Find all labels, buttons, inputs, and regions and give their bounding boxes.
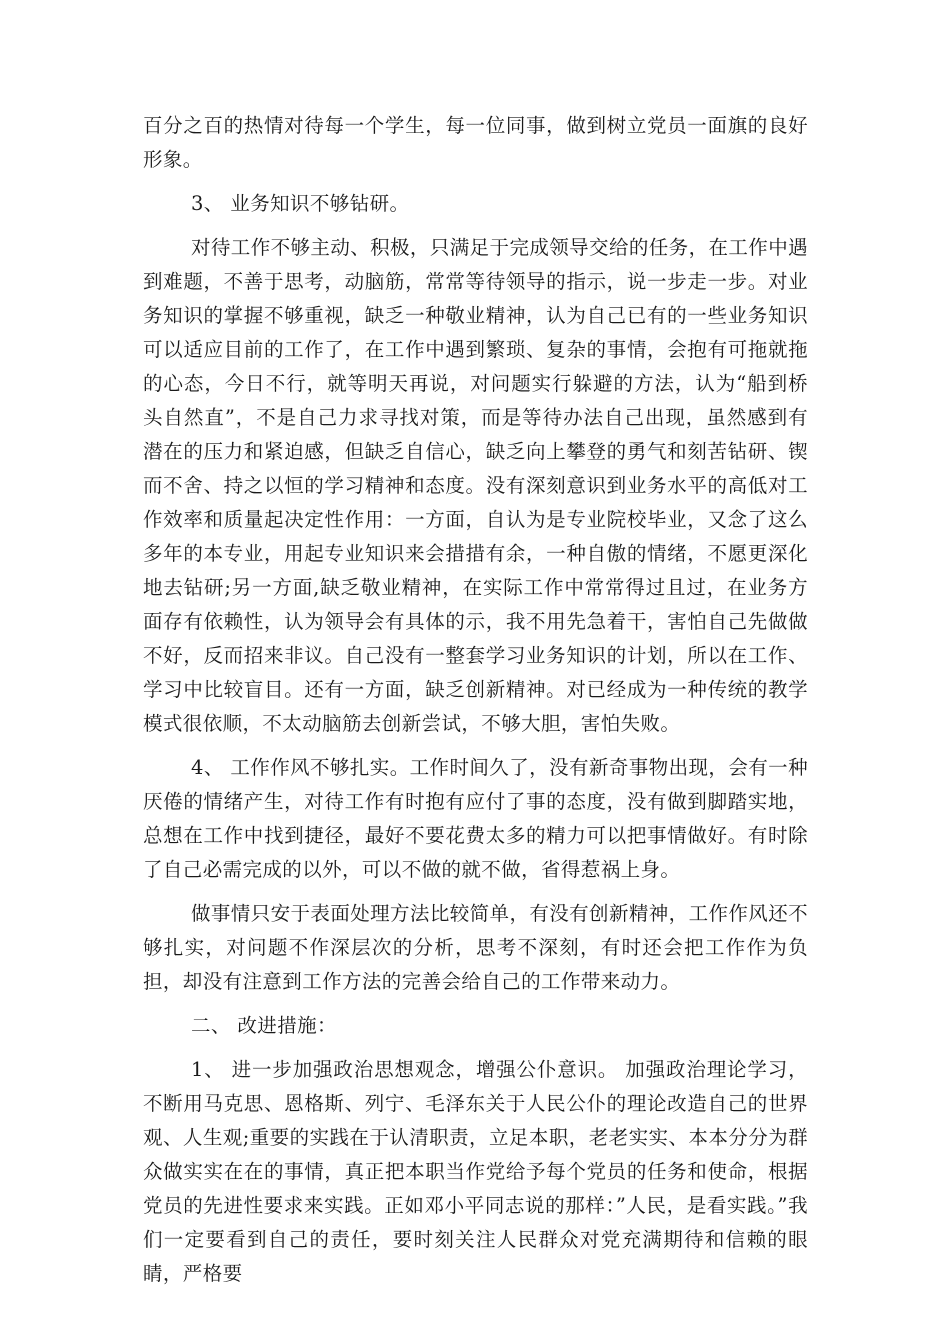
paragraph-3: 4、 工作作风不够扎实。工作时间久了，没有新奇事物出现，会有一种厌倦的情绪产生，对待工作有时抱有应付了事的态度，没有做到脚踏实地，总想在工作中找到捷径，最好不要花费太多的精力可以把事情做好。有时除了自己必需完成的以外，可以不做的就不做，省得惹祸上身。 bbox=[143, 756, 808, 881]
paragraph-1: 百分之百的热情对待每一个学生，每一位同事，做到树立党员一面旗的良好形象。 bbox=[143, 114, 808, 171]
paragraph-2: 对待工作不够主动、积极，只满足于完成领导交给的任务，在工作中遇到难题，不善于思考，动脑筋，常常等待领导的指示，说一步走一步。对业务知识的掌握不够重视，缺乏一种敬业精神，认为自己已有的一些业务知识可以适应目前的工作了，在工作中遇到繁琐、复杂的事情，会抱有可拖就拖的心态，今日不行，就等明天再说，对问题实行躲避的方法，认为“船到桥头自然直”，不是自己力求寻找对策，而是等待办法自己出现，虽然感到有潜在的压力和紧迫感，但缺乏自信心，缺乏向上攀登的勇气和刻苦钻研、锲而不舍、持之以恒的学习精神和态度。没有深刻意识到业务水平的高低对工作效率和质量起决定性作用：一方面，自认为是专业院校毕业，又念了这么多年的本专业，用起专业知识来会措措有余，一种自傲的情绪，不愿更深化地去钻研;另一方面,缺乏敬业精神，在实际工作中常常得过且过，在业务方面存有依赖性，认为领导会有具体的示，我不用先急着干，害怕自己先做做不好，反而招来非议。自己没有一整套学习业务知识的计划，所以在工作、学习中比较盲目。还有一方面，缺乏创新精神。对已经成为一种传统的教学模式很依顺，不太动脑筋去创新尝试，不够大胆，害怕失败。 bbox=[143, 236, 808, 735]
paragraph-5: 1、 进一步加强政治思想观念，增强公仆意识。 加强政治理论学习，不断用马克思、恩格斯、列宁、毛泽东关于人民公仆的理论改造自己的世界观、人生观;重要的实践在于认清职责，立足本职，老老实实、本本分分为群众做实实在在的事情，真正把本职当作党给予每个党员的任务和使命，根据党员的先进性要求来实践。正如邓小平同志说的那样：”人民，是看实践。”我们一定要看到自己的责任，要时刻关注人民群众对党充满期待和信赖的眼睛，严格要 bbox=[143, 1058, 808, 1285]
paragraph-4: 做事情只安于表面处理方法比较简单，有没有创新精神，工作作风还不够扎实，对问题不作深层次的分析，思考不深刻，有时还会把工作作为负担，却没有注意到工作方法的完善会给自己的工作带来动力。 bbox=[143, 902, 808, 993]
section-heading-improvements: 二、 改进措施： bbox=[191, 1014, 337, 1037]
document-body bbox=[143, 109, 808, 1301]
section-heading-3: 3、 业务知识不够钻研。 bbox=[191, 192, 410, 215]
